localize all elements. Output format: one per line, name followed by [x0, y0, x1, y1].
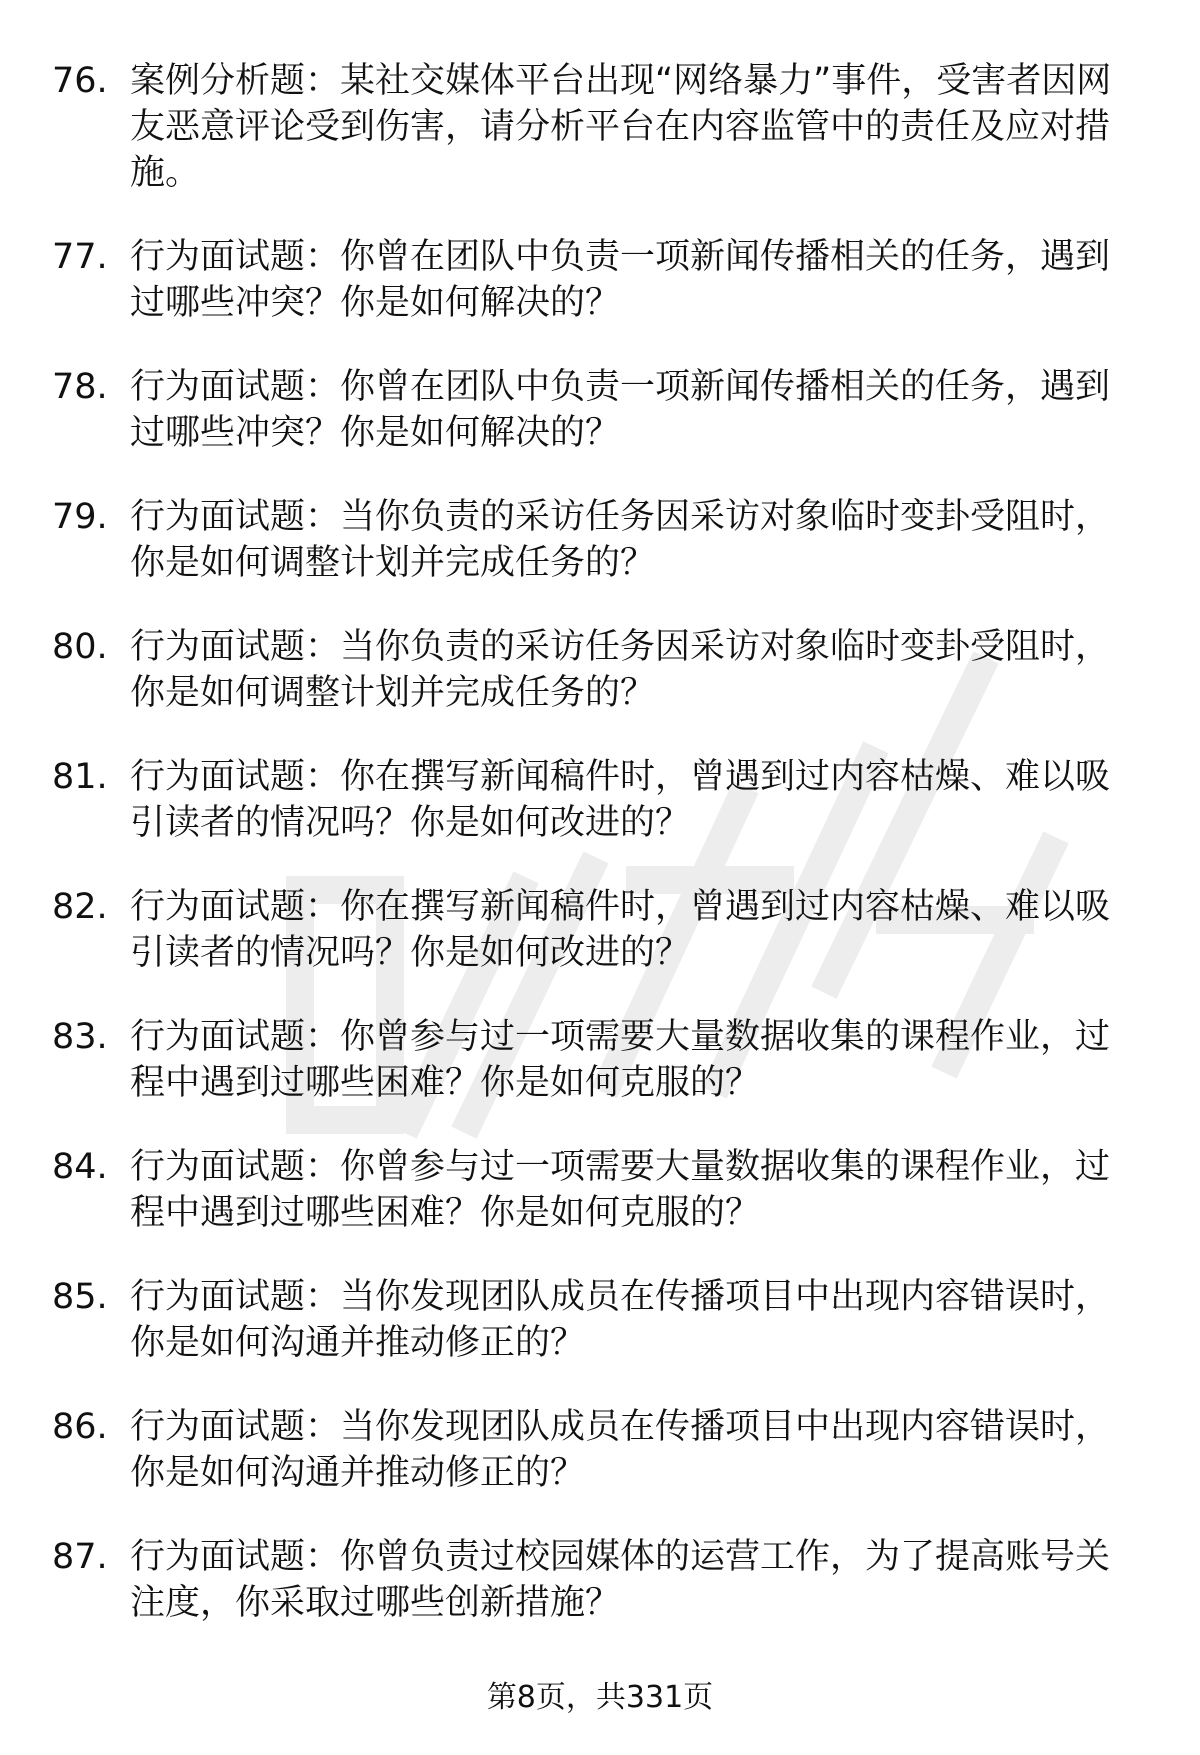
question-number: 81. [52, 757, 108, 797]
question-text: 案例分析题：某社交媒体平台出现“网络暴力”事件，受害者因网友恶意评论受到伤害，请分析平台在内容监管中的责任及应对措施。 [130, 61, 1112, 193]
question-text: 行为面试题：当你负责的采访任务因采访对象临时变卦受阻时，你是如何调整计划并完成任务的？ [130, 627, 1111, 713]
question-number: 83. [52, 1017, 108, 1057]
question-item-84 [52, 1144, 1142, 1236]
question-item-86 [52, 1404, 1142, 1496]
question-number: 85. [52, 1277, 108, 1317]
question-list [52, 58, 1142, 1664]
question-number: 77. [52, 237, 108, 277]
question-number: 86. [52, 1407, 108, 1447]
question-number: 79. [52, 497, 108, 537]
question-text: 行为面试题：你曾参与过一项需要大量数据收集的课程作业，过程中遇到过哪些困难？你是如何克服的？ [130, 1017, 1111, 1103]
question-item-78 [52, 364, 1142, 456]
question-number: 84. [52, 1147, 108, 1187]
question-item-81 [52, 754, 1142, 846]
question-text: 行为面试题：你在撰写新闻稿件时，曾遇到过内容枯燥、难以吸引读者的情况吗？你是如何改进的？ [130, 757, 1111, 843]
question-item-82 [52, 884, 1142, 976]
question-number: 87. [52, 1537, 108, 1577]
question-text: 行为面试题：你曾参与过一项需要大量数据收集的课程作业，过程中遇到过哪些困难？你是如何克服的？ [130, 1147, 1111, 1233]
question-number: 82. [52, 887, 108, 927]
question-item-83 [52, 1014, 1142, 1106]
question-text: 行为面试题：当你负责的采访任务因采访对象临时变卦受阻时，你是如何调整计划并完成任务的？ [130, 497, 1111, 583]
page-footer: 第8页，共331页 [486, 1680, 714, 1715]
question-text: 行为面试题：你曾在团队中负责一项新闻传播相关的任务，遇到过哪些冲突？你是如何解决的？ [130, 367, 1111, 453]
question-item-87 [52, 1534, 1142, 1626]
question-number: 76. [52, 61, 108, 101]
question-item-85 [52, 1274, 1142, 1366]
question-number: 80. [52, 627, 108, 667]
question-item-77 [52, 234, 1142, 326]
question-text: 行为面试题：你在撰写新闻稿件时，曾遇到过内容枯燥、难以吸引读者的情况吗？你是如何改进的？ [130, 887, 1111, 973]
question-text: 行为面试题：当你发现团队成员在传播项目中出现内容错误时，你是如何沟通并推动修正的？ [130, 1407, 1111, 1493]
question-item-76 [52, 58, 1142, 196]
question-text: 行为面试题：你曾在团队中负责一项新闻传播相关的任务，遇到过哪些冲突？你是如何解决的？ [130, 237, 1111, 323]
question-number: 78. [52, 367, 108, 407]
question-text: 行为面试题：当你发现团队成员在传播项目中出现内容错误时，你是如何沟通并推动修正的？ [130, 1277, 1111, 1363]
question-item-79 [52, 494, 1142, 586]
question-text: 行为面试题：你曾负责过校园媒体的运营工作，为了提高账号关注度，你采取过哪些创新措施？ [130, 1537, 1111, 1623]
question-item-80 [52, 624, 1142, 716]
